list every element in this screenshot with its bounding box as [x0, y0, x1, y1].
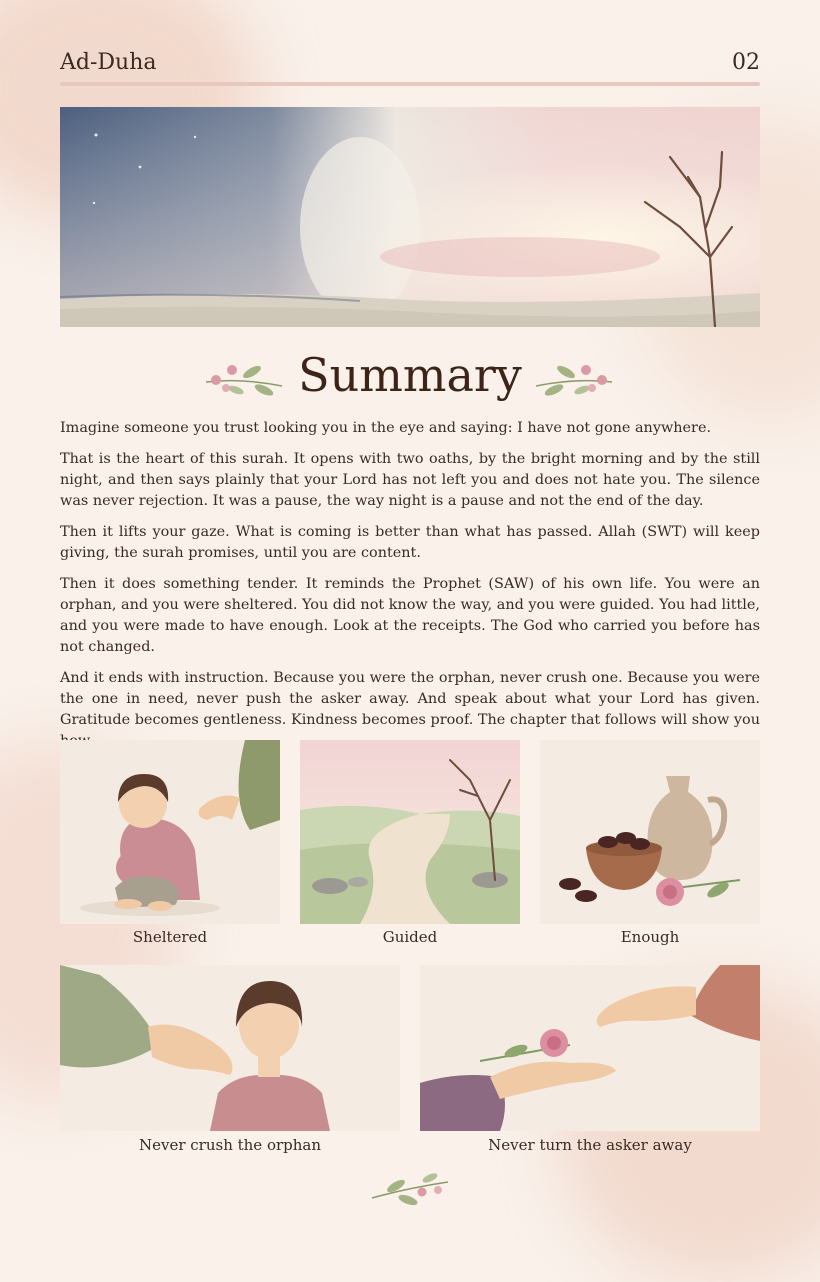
enough-illustration: [540, 740, 760, 924]
chapter-title: Ad-Duha: [60, 50, 157, 75]
paragraph: And it ends with instruction. Because you were the orphan, never crush one. Because you were the one in need, never push the asker away. And speak about what your Lord has given. Gratitude becomes gentleness. Kindness becomes proof. The chapter that follows will show you: [60, 670, 760, 728]
page-number: 02: [732, 50, 760, 75]
guided-illustration: [300, 740, 520, 924]
dawn-landscape-illustration: [60, 107, 760, 327]
asker-illustration: [420, 965, 760, 1131]
summary-body: [60, 418, 760, 762]
panel-caption: Guided: [382, 928, 438, 946]
sheltered-illustration: [60, 740, 280, 924]
orphan-illustration: [60, 965, 400, 1131]
floral-sprig-right-icon: [532, 356, 616, 396]
paragraph: Then it lifts your gaze. What is coming is better than what has passed. Allah (SWT) will keep giving, the surah promises, until you are content.: [60, 524, 760, 561]
paragraph: Then it does something tender. It reminds the Prophet (SAW) of his own life. You were an orphan, and you were sheltered. You did not know the way, and you were guided. You had little, and you were made to have enough. Look at the receipts. The God who carried you before has not changed.: [60, 576, 760, 655]
section-heading: Summary: [298, 348, 522, 402]
floral-sprig-footer-icon: [368, 1168, 452, 1208]
header-divider: [60, 82, 760, 86]
panel-caption: Enough: [620, 928, 680, 946]
paragraph: Imagine someone you trust looking you in the eye and saying: I have not gone anywhere.: [60, 420, 712, 436]
panel-caption: Sheltered: [132, 928, 208, 946]
panel-caption: Never crush the orphan: [138, 1136, 322, 1154]
panel-caption: Never turn the asker away: [488, 1136, 692, 1154]
page-header: [60, 50, 760, 80]
paragraph: That is the heart of this surah. It opens with two oaths, by the bright morning and by the still night, and then says plainly that your Lord has not left you and does not hate you. The silence was never rejection. It was a pause, the way night is a pause and not the end of the day.: [60, 451, 760, 509]
